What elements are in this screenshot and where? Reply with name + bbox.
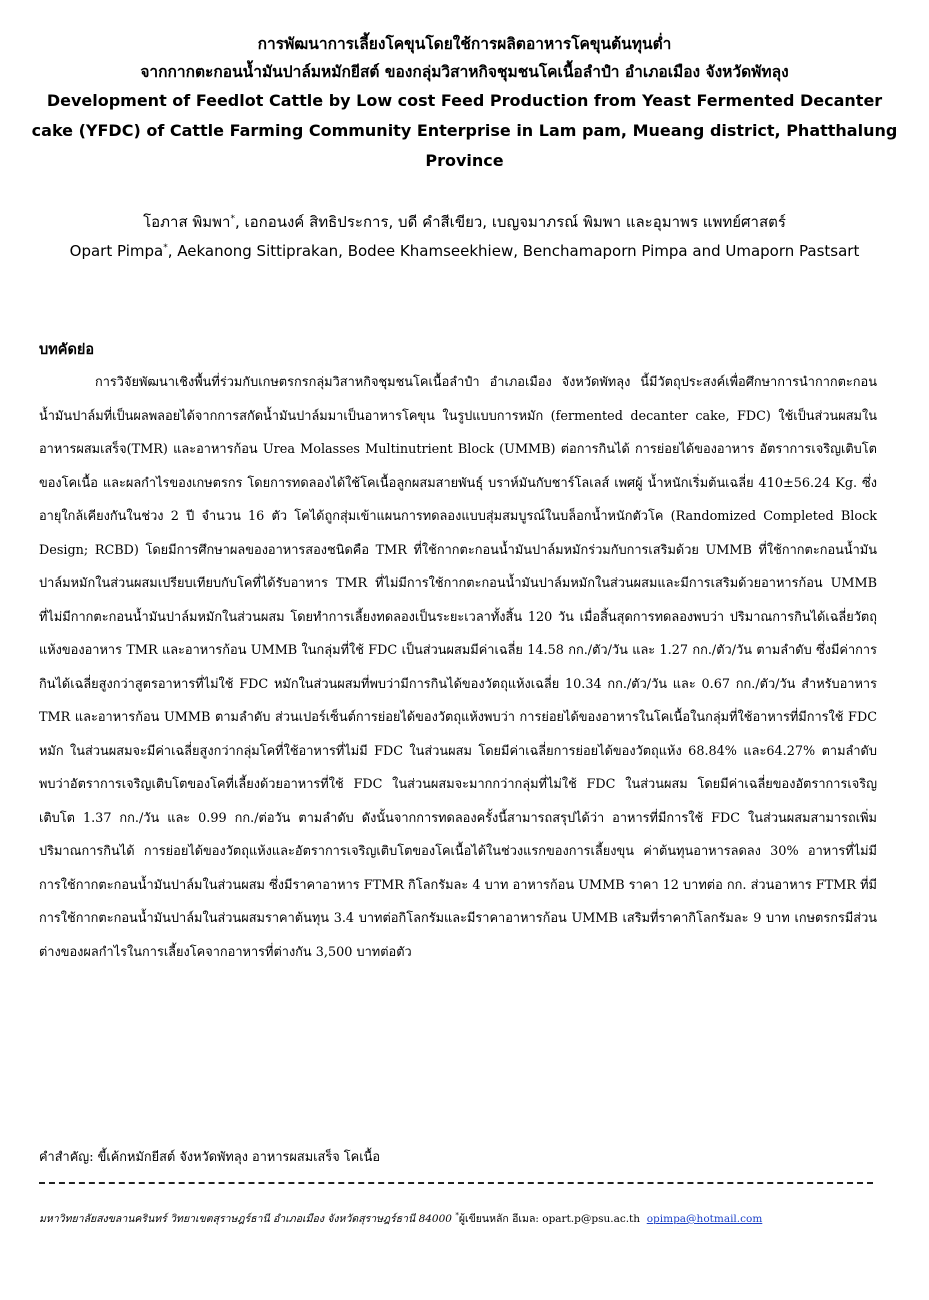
footnote xyxy=(39,1210,899,1227)
abstract-heading: บทคัดย่อ xyxy=(39,342,95,358)
corresponding-author-note: ผู้เขียนหลัก อีเมล: opart.p@psu.ac.th xyxy=(458,1213,641,1225)
corresponding-mark: * xyxy=(163,243,168,253)
author-list xyxy=(30,208,899,266)
lead-author-thai: โอภาส พิมพา xyxy=(143,213,231,231)
title-thai-line-2: จากกากตะกอนน้ำมันปาล์มหมักยีสต์ ของกลุ่มวิสาหกิจชุมชนโคเนื้อลำปำ อำเภอเมือง จังหวัดพัทลุง xyxy=(140,63,789,81)
email-link[interactable]: opimpa@hotmail.com xyxy=(646,1213,763,1225)
coauthors-thai: , เอกอนงค์ สิทธิประการ, บดี คำสีเขียว, เบญจมาภรณ์ พิมพา และอุมาพร แพทย์ศาสตร์ xyxy=(234,213,786,231)
authors-english xyxy=(30,237,899,266)
title-english: Development of Feedlot Cattle by Low cost Feed Production from Yeast Fermented Decanter cake (YFDC) of Cattle Farming Community Enterprise in Lam pam, Mueang district, Phatthalung Province xyxy=(31,91,898,170)
corresponding-mark: * xyxy=(455,1211,459,1220)
lead-author-english: Opart Pimpa xyxy=(69,242,164,260)
authors-thai xyxy=(30,208,899,237)
corresponding-mark: * xyxy=(230,214,235,224)
keywords: คำสำคัญ: ขี้เค้กหมักยีสต์ จังหวัดพัทลุง อาหารผสมเสร็จ โคเนื้อ xyxy=(39,1150,381,1165)
paper-title xyxy=(30,30,899,176)
abstract-body: การวิจัยพัฒนาเชิงพื้นที่ร่วมกับเกษตรกรกลุ่มวิสาหกิจชุมชนโคเนื้อลำปำ อำเภอเมือง จังหวัดพัทลุง นี้มีวัตถุประสงค์เพื่อศึกษาการนำกากตะกอนน้ำมันปาล์มที่เป็นผลพลอยได้จากการสกัดน้ำมันปาล์มมาเป็นอาหารโคขุน ในรูปแบบการหมัก (fermented decanter cake, FDC) ใช้เป็นส่วนผสมในอาหารผสมเสร็จ(TMR) และอาหารก้อน Urea Molasses Multinutrient Block (UMMB) ต่อการกินได้ การย่อยได้ของอาหาร อัตราการเจริญเติบโตของโคเนื้อ และผลกำไรของเกษตรกร โดยการทดลองได้ใช้โคเนื้อลูกผสมสายพันธุ์ บราห์มันกับชาร์โลเลส์ เพศผู้ น้ำหนักเริ่มต้นเฉลี่ย 410±56.24 Kg. ซึ่งอายุใกล้เคียงกันในช่วง 2 ปี จำนวน 16 ตัว โคได้ถูกสุ่มเข้าแผนการทดลองแบบสุ่มสมบูรณ์ในบล็อกน้ำหนักตัวโค (Randomized Completed Block Design; RCBD) โดยมีการศึกษาผลของอาหารสองชนิดคือ TMR ที่ใช้กากตะกอนน้ำมันปาล์มหมักร่วมกับการเสริมด้วย UMMB ที่ใช้กากตะกอนน้ำมันปาล์มหมักในส่วนผสมเปรียบเทียบกับโคที่ได้รับอาหาร TMR ที่ไม่มีการใช้กากตะกอนน้ำมันปาล์มหมักในส่วนผสมและมีการเสริมด้วยอาหารก้อน UMMB ที่ไม่มีกากตะกอนน้ำมันปาล์มหมักในส่วนผสม โดยทำการเลี้ยงทดลองเป็นระยะเวลาทั้งสิ้น 120 วัน เมื่อสิ้นสุดการทดลองพบว่า ปริมาณการกินได้เฉลี่ยวัตถุแห้งของอาหาร TMR และอาหารก้อน UMMB ในกลุ่มที่ใช้ FDC เป็นส่วนผสมมีค่าเฉลี่ย 14.58 กก./ตัว/วัน และ 1.27 กก./ตัว/วัน ตามลำดับ ซึ่งมีค่าการกินได้เฉลี่ยสูงกว่าสูตรอาหารที่ไม่ใช้ FDC หมักในส่วนผสมที่พบว่ามีการกินได้ของวัตถุแห้งเฉลี่ย 10.34 กก./ตัว/วัน และ 0.67 กก./ตัว/วัน สำหรับอาหาร TMR และอาหารก้อน UMMB ตามลำดับ ส่วนเปอร์เซ็นต์การย่อยได้ของวัตถุแห้งพบว่า การย่อยได้ของอาหารในโคเนื้อในกลุ่มที่ใช้อาหารที่มีการใช้ FDC หมัก ในส่วนผสมจะมีค่าเฉลี่ยสูงกว่ากลุ่มโคที่ใช้อาหารที่ไม่มี FDC ในส่วนผสม โดยมีค่าเฉลี่ยการย่อยได้ของวัตถุแห้ง 68.84% และ64.27% ตามลำดับ พบว่าอัตราการเจริญเติบโตของโคที่เลี้ยงด้วยอาหารที่ใช้ FDC ในส่วนผสมจะมากกว่ากลุ่มที่ไม่ใช้ FDC ในส่วนผสม โดยมีค่าเฉลี่ยของอัตราการเจริญเติบโต 1.37 กก./วัน และ 0.99 กก./ต่อวัน ตามลำดับ ดังนั้นจากการทดลองครั้งนี้สามารถสรุปได้ว่า อาหารที่มีการใช้ FDC ในส่วนผสมสามารถเพิ่มปริมาณการกินได้ การย่อยได้ของวัตถุแห้งและอัตราการเจริญเติบโตของโคเนื้อได้ในช่วงแรกของการเลี้ยงขุน ค่าต้นทุนอาหารลดลง 30% อาหารที่ไม่มีการใช้กากตะกอนน้ำมันปาล์มในส่วนผสม ซึ่งมีราคาอาหาร FTMR กิโลกรัมละ 4 บาท อาหารก้อน UMMB ราคา 12 บาทต่อ กก. ส่วนอาหาร FTMR ที่มีการใช้กากตะกอนน้ำมันปาล์มในส่วนผสมราคาต้นทุน 3.4 บาทต่อกิโลกรัมและมีราคาอาหารก้อน UMMB เสริมที่ราคากิโลกรัมละ 9 บาท เกษตรกรมีส่วนต่างของผลกำไรในการเลี้ยงโคจากอาหารที่ต่างกัน 3,500 บาทต่อตัว xyxy=(39,375,877,960)
affiliation: มหาวิทยาลัยสงขลานครินทร์ วิทยาเขตสุราษฎร์ธานี อำเภอเมือง จังหวัดสุราษฎร์ธานี 84000 xyxy=(39,1213,452,1225)
coauthors-english: , Aekanong Sittiprakan, Bodee Khamseekhiew, Benchamaporn Pimpa and Umaporn Pastsart xyxy=(167,242,860,260)
title-thai-line-1: การพัฒนาการเลี้ยงโคขุนโดยใช้การผลิตอาหารโคขุนต้นทุนต่ำ xyxy=(257,35,672,53)
footnote-divider xyxy=(39,1182,873,1184)
